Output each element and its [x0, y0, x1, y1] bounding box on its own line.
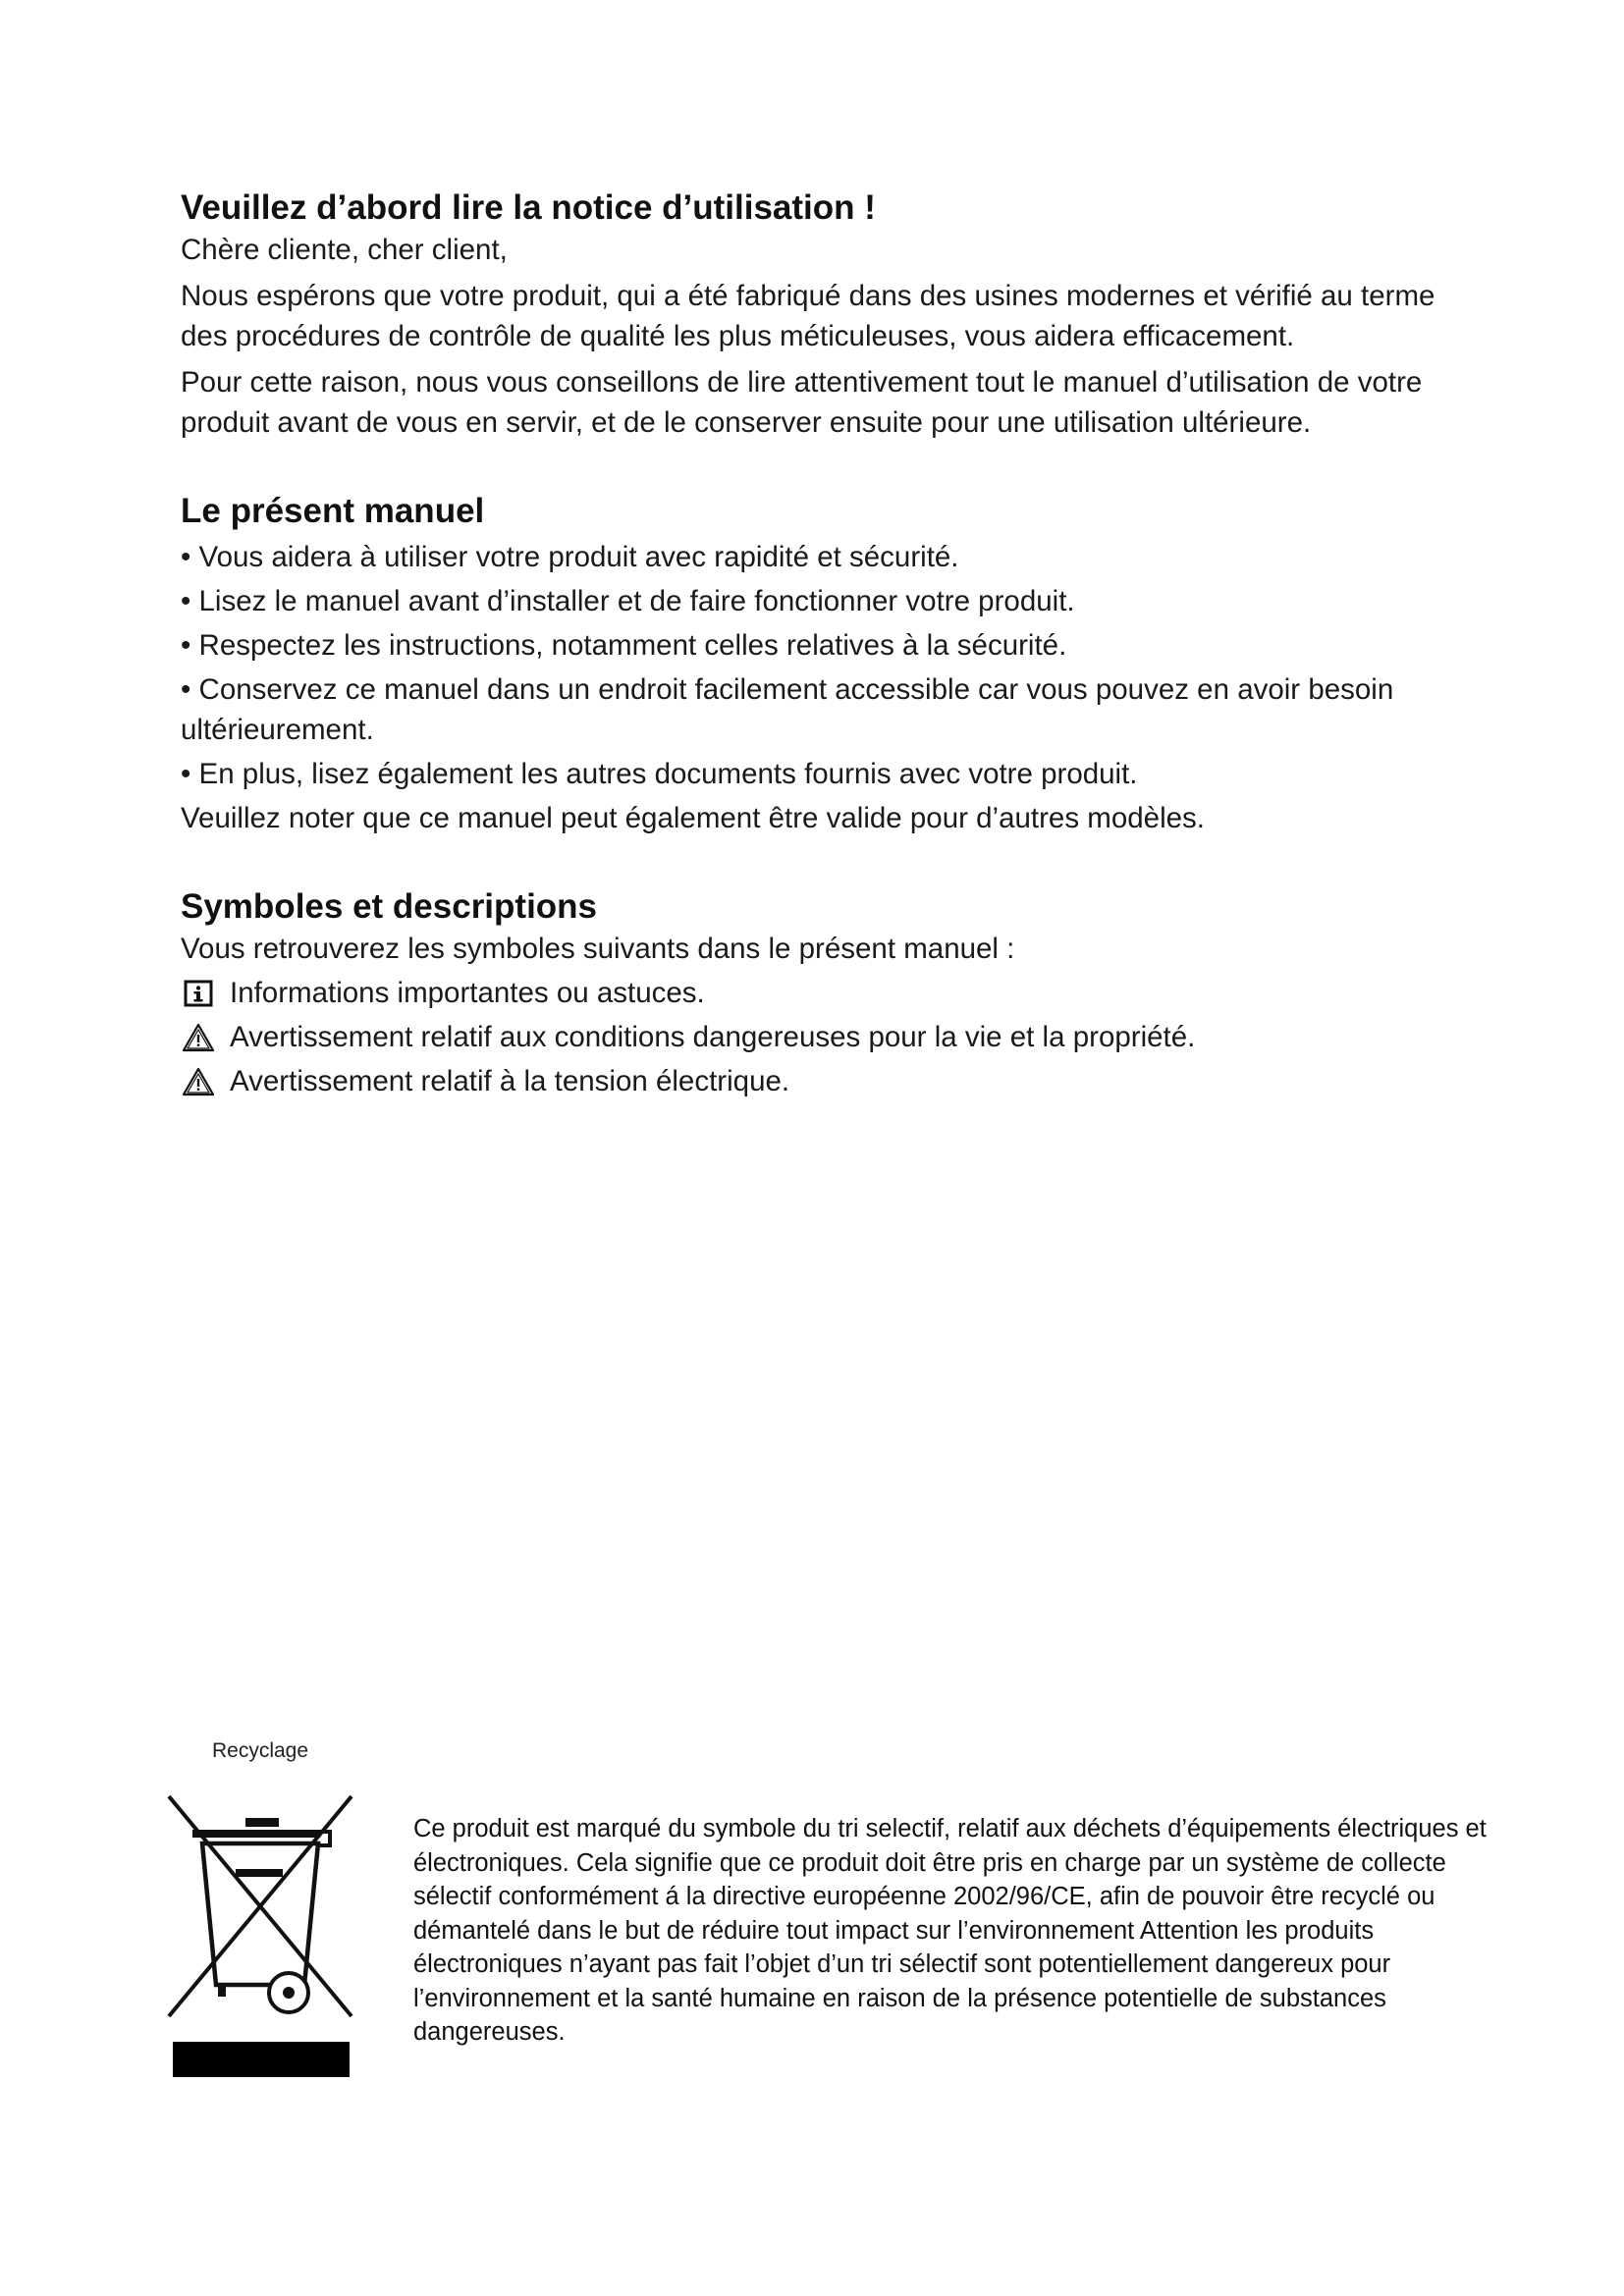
- manual-bullet: • Conservez ce manuel dans un endroit facilement accessible car vous pouvez en avoir besoin ultérieurement.: [181, 673, 1394, 746]
- symbols-section: [181, 885, 1457, 1101]
- manual-bullet: • Vous aidera à utiliser votre produit avec rapidité et sécurité.: [181, 541, 959, 573]
- manual-bullet: • En plus, lisez également les autres documents fournis avec votre produit.: [181, 758, 1138, 790]
- symbol-item-info: [181, 973, 1457, 1013]
- symbol-description: Avertissement relatif aux conditions dangereuses pour la vie et la propriété.: [230, 1021, 1196, 1053]
- manual-page: [181, 187, 1457, 1101]
- intro-paragraph-1: Nous espérons que votre produit, qui a été fabriqué dans des usines modernes et vérifié au terme des procédures de contrôle de qualité les plus méticuleuses, vous aidera efficacement.: [181, 280, 1435, 352]
- manual-bullet: • Lisez le manuel avant d’installer et de faire fonctionner votre produit.: [181, 585, 1075, 617]
- manual-section: [181, 490, 1457, 838]
- symbols-title: Symboles et descriptions: [181, 887, 598, 926]
- recycling-text: Ce produit est marqué du symbole du tri selectif, relatif aux déchets d’équipements électriques et électroniques. Cela signifie que ce produit doit être pris en charge par un système de collecte sélectif conformément á la directive européenne 2002/96/CE, afin de pouvoir être recyclé ou démantelé dans le but de réduire tout impact sur l’environnement Attention les produits électroniques n’ayant pas fait l’objet d’un tri sélectif sont potentiellement dangereux pour l’environnement et la santé humaine en raison de la présence potentielle de substances dangereuses.: [413, 1815, 1487, 2046]
- manual-title: Le présent manuel: [181, 492, 485, 530]
- warning-triangle-icon: [181, 1020, 216, 1055]
- intro-title: Veuillez d’abord lire la notice d’utilisation !: [181, 188, 876, 227]
- symbol-item-danger: [181, 1017, 1457, 1057]
- intro-paragraph-2: Pour cette raison, nous vous conseillons de lire attentivement tout le manuel d’utilisation de votre produit avant de vous en servir, et de le conserver ensuite pour une utilisation ultérieure.: [181, 366, 1423, 439]
- recycling-label: Recyclage: [211, 1739, 309, 1762]
- intro-section: [181, 187, 1457, 443]
- symbol-description: Avertissement relatif à la tension électrique.: [230, 1065, 790, 1097]
- warning-triangle-icon: [181, 1064, 216, 1099]
- manual-bullet: • Respectez les instructions, notamment celles relatives à la sécurité.: [181, 629, 1067, 662]
- info-icon: [181, 976, 216, 1011]
- greeting: Chère cliente, cher client,: [181, 234, 508, 266]
- crossed-out-wheelie-bin-icon: [157, 1771, 363, 2085]
- symbol-description: Informations importantes ou astuces.: [230, 977, 705, 1009]
- manual-note: Veuillez noter que ce manuel peut également être valide pour d’autres modèles.: [181, 802, 1205, 834]
- symbols-intro: Vous retrouverez les symboles suivants dans le présent manuel :: [181, 933, 1015, 965]
- recycling-logo: [157, 1739, 363, 2090]
- symbol-item-electric: [181, 1061, 1457, 1101]
